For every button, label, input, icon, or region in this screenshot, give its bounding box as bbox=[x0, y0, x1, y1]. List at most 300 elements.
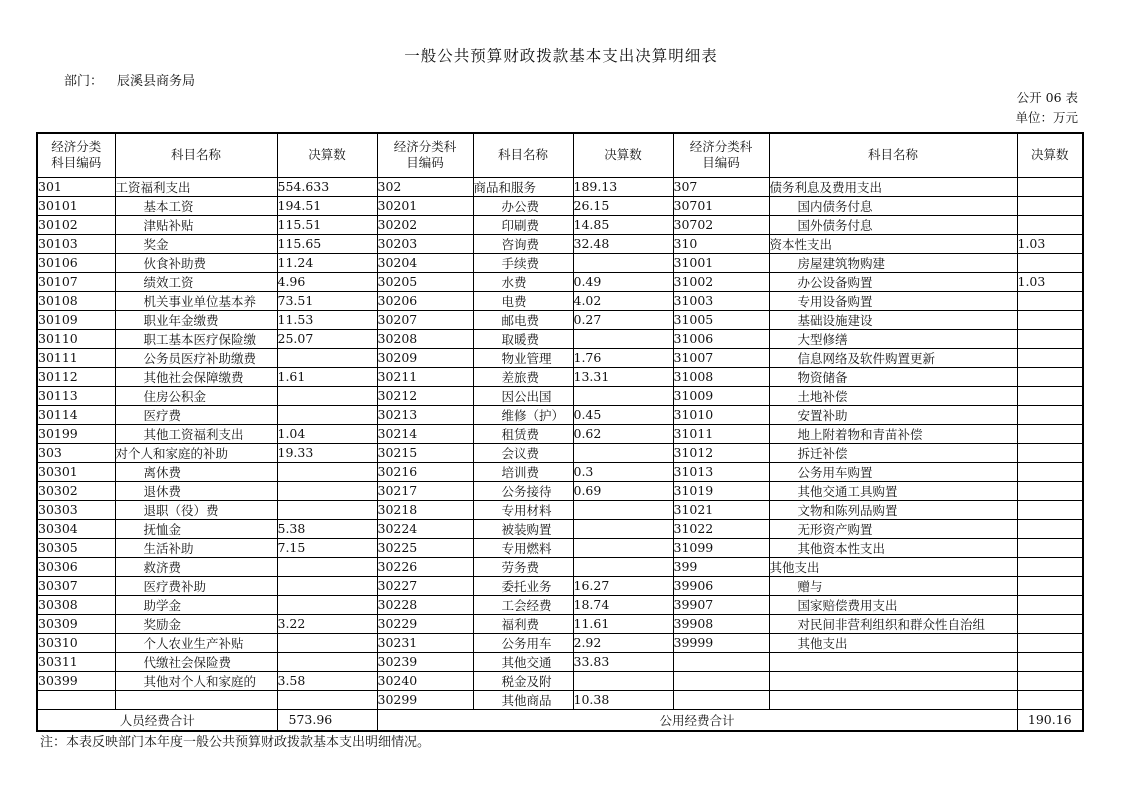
value-cell: 0.62 bbox=[573, 424, 673, 443]
budget-table bbox=[36, 132, 1084, 732]
code-cell: 31010 bbox=[673, 405, 769, 424]
value-cell: 10.38 bbox=[573, 690, 673, 709]
name-cell: 物资储备 bbox=[769, 367, 1017, 386]
name-cell: 公务用车购置 bbox=[769, 462, 1017, 481]
value-cell: 3.58 bbox=[277, 671, 377, 690]
code-cell: 30205 bbox=[377, 272, 473, 291]
table-row bbox=[37, 196, 1083, 215]
name-cell: 税金及附 bbox=[473, 671, 573, 690]
code-cell: 30111 bbox=[37, 348, 115, 367]
col-header-code-2 bbox=[377, 133, 473, 177]
code-cell: 30211 bbox=[377, 367, 473, 386]
code-cell: 30311 bbox=[37, 652, 115, 671]
name-cell: 公务员医疗补助缴费 bbox=[115, 348, 277, 367]
value-cell bbox=[1017, 500, 1083, 519]
name-cell: 赠与 bbox=[769, 576, 1017, 595]
name-cell: 拆迁补偿 bbox=[769, 443, 1017, 462]
table-row bbox=[37, 519, 1083, 538]
code-cell: 30224 bbox=[377, 519, 473, 538]
code-cell: 301 bbox=[37, 177, 115, 196]
name-cell: 奖励金 bbox=[115, 614, 277, 633]
name-cell: 助学金 bbox=[115, 595, 277, 614]
value-cell bbox=[573, 500, 673, 519]
table-row bbox=[37, 557, 1083, 576]
value-cell bbox=[1017, 196, 1083, 215]
value-cell bbox=[1017, 576, 1083, 595]
name-cell: 被装购置 bbox=[473, 519, 573, 538]
value-cell bbox=[573, 386, 673, 405]
value-cell bbox=[1017, 595, 1083, 614]
code-cell: 39907 bbox=[673, 595, 769, 614]
value-cell: 32.48 bbox=[573, 234, 673, 253]
table-footer-row bbox=[37, 709, 1083, 731]
code-cell: 30101 bbox=[37, 196, 115, 215]
value-cell bbox=[1017, 652, 1083, 671]
value-cell: 19.33 bbox=[277, 443, 377, 462]
code-cell: 30107 bbox=[37, 272, 115, 291]
col-header-name-2: 科目名称 bbox=[473, 133, 573, 177]
name-cell: 维修（护） bbox=[473, 405, 573, 424]
value-cell bbox=[1017, 310, 1083, 329]
col-header-value-3: 决算数 bbox=[1017, 133, 1083, 177]
name-cell: 因公出国 bbox=[473, 386, 573, 405]
table-row bbox=[37, 462, 1083, 481]
name-cell: 债务利息及费用支出 bbox=[769, 177, 1017, 196]
value-cell bbox=[573, 519, 673, 538]
table-row bbox=[37, 576, 1083, 595]
public-total-value: 190.16 bbox=[1017, 709, 1083, 731]
name-cell: 手续费 bbox=[473, 253, 573, 272]
code-cell: 30114 bbox=[37, 405, 115, 424]
name-cell: 差旅费 bbox=[473, 367, 573, 386]
name-cell: 抚恤金 bbox=[115, 519, 277, 538]
name-cell: 公务用车 bbox=[473, 633, 573, 652]
value-cell: 16.27 bbox=[573, 576, 673, 595]
name-cell: 医疗费 bbox=[115, 405, 277, 424]
code-cell: 307 bbox=[673, 177, 769, 196]
code-cell: 30225 bbox=[377, 538, 473, 557]
table-meta bbox=[1015, 88, 1078, 128]
value-cell: 189.13 bbox=[573, 177, 673, 196]
department-line bbox=[64, 70, 195, 89]
code-cell: 30304 bbox=[37, 519, 115, 538]
name-cell: 其他支出 bbox=[769, 557, 1017, 576]
code-cell: 30303 bbox=[37, 500, 115, 519]
code-cell: 30202 bbox=[377, 215, 473, 234]
name-cell: 专用材料 bbox=[473, 500, 573, 519]
code-cell bbox=[673, 652, 769, 671]
name-cell: 绩效工资 bbox=[115, 272, 277, 291]
header-line: 科目编码 bbox=[51, 155, 102, 171]
value-cell bbox=[573, 557, 673, 576]
value-cell: 0.69 bbox=[573, 481, 673, 500]
name-cell: 福利费 bbox=[473, 614, 573, 633]
value-cell bbox=[1017, 538, 1083, 557]
code-cell: 30240 bbox=[377, 671, 473, 690]
name-cell: 培训费 bbox=[473, 462, 573, 481]
name-cell: 医疗费补助 bbox=[115, 576, 277, 595]
name-cell: 工资福利支出 bbox=[115, 177, 277, 196]
personnel-total-value: 573.96 bbox=[277, 709, 377, 731]
value-cell: 26.15 bbox=[573, 196, 673, 215]
code-cell: 30108 bbox=[37, 291, 115, 310]
code-cell: 30305 bbox=[37, 538, 115, 557]
value-cell bbox=[277, 652, 377, 671]
value-cell: 115.51 bbox=[277, 215, 377, 234]
table-row bbox=[37, 367, 1083, 386]
code-cell: 30307 bbox=[37, 576, 115, 595]
value-cell: 0.49 bbox=[573, 272, 673, 291]
value-cell: 11.53 bbox=[277, 310, 377, 329]
name-cell: 印刷费 bbox=[473, 215, 573, 234]
table-row bbox=[37, 614, 1083, 633]
value-cell bbox=[1017, 557, 1083, 576]
code-cell: 30217 bbox=[377, 481, 473, 500]
value-cell: 1.04 bbox=[277, 424, 377, 443]
value-cell: 25.07 bbox=[277, 329, 377, 348]
table-row bbox=[37, 443, 1083, 462]
value-cell: 7.15 bbox=[277, 538, 377, 557]
code-cell: 30399 bbox=[37, 671, 115, 690]
code-cell: 31006 bbox=[673, 329, 769, 348]
value-cell: 4.02 bbox=[573, 291, 673, 310]
name-cell: 其他对个人和家庭的 bbox=[115, 671, 277, 690]
code-cell: 30204 bbox=[377, 253, 473, 272]
value-cell bbox=[573, 253, 673, 272]
code-cell: 310 bbox=[673, 234, 769, 253]
name-cell: 代缴社会保险费 bbox=[115, 652, 277, 671]
name-cell: 退职（役）费 bbox=[115, 500, 277, 519]
code-cell: 30310 bbox=[37, 633, 115, 652]
table-row bbox=[37, 481, 1083, 500]
name-cell: 国内债务付息 bbox=[769, 196, 1017, 215]
name-cell: 对个人和家庭的补助 bbox=[115, 443, 277, 462]
value-cell bbox=[277, 500, 377, 519]
name-cell: 救济费 bbox=[115, 557, 277, 576]
table-row bbox=[37, 405, 1083, 424]
code-cell: 30112 bbox=[37, 367, 115, 386]
code-cell: 39906 bbox=[673, 576, 769, 595]
code-cell: 303 bbox=[37, 443, 115, 462]
table-row bbox=[37, 272, 1083, 291]
name-cell: 其他资本性支出 bbox=[769, 538, 1017, 557]
name-cell: 咨询费 bbox=[473, 234, 573, 253]
value-cell bbox=[277, 633, 377, 652]
value-cell: 115.65 bbox=[277, 234, 377, 253]
col-header-name-1: 科目名称 bbox=[115, 133, 277, 177]
table-row bbox=[37, 329, 1083, 348]
name-cell: 大型修缮 bbox=[769, 329, 1017, 348]
name-cell: 租赁费 bbox=[473, 424, 573, 443]
value-cell: 11.24 bbox=[277, 253, 377, 272]
unit-label: 单位：万元 bbox=[1015, 110, 1078, 125]
name-cell: 电费 bbox=[473, 291, 573, 310]
value-cell bbox=[1017, 690, 1083, 709]
code-cell: 30110 bbox=[37, 329, 115, 348]
code-cell: 30113 bbox=[37, 386, 115, 405]
code-cell: 30216 bbox=[377, 462, 473, 481]
name-cell: 个人农业生产补贴 bbox=[115, 633, 277, 652]
code-cell: 30701 bbox=[673, 196, 769, 215]
department-value: 辰溪县商务局 bbox=[117, 74, 196, 89]
code-cell: 31002 bbox=[673, 272, 769, 291]
name-cell: 专用燃料 bbox=[473, 538, 573, 557]
value-cell bbox=[1017, 367, 1083, 386]
value-cell bbox=[1017, 329, 1083, 348]
code-cell: 30208 bbox=[377, 329, 473, 348]
public-total-label: 公用经费合计 bbox=[377, 709, 1017, 731]
name-cell: 其他商品 bbox=[473, 690, 573, 709]
name-cell: 其他工资福利支出 bbox=[115, 424, 277, 443]
value-cell bbox=[573, 538, 673, 557]
table-row bbox=[37, 177, 1083, 196]
value-cell: 3.22 bbox=[277, 614, 377, 633]
header-line: 经济分类 bbox=[51, 139, 102, 155]
name-cell: 职业年金缴费 bbox=[115, 310, 277, 329]
name-cell: 国外债务付息 bbox=[769, 215, 1017, 234]
code-cell: 30302 bbox=[37, 481, 115, 500]
code-cell: 30201 bbox=[377, 196, 473, 215]
table-body bbox=[37, 177, 1083, 709]
table-row bbox=[37, 310, 1083, 329]
name-cell: 水费 bbox=[473, 272, 573, 291]
code-cell: 31009 bbox=[673, 386, 769, 405]
name-cell: 基本工资 bbox=[115, 196, 277, 215]
code-cell: 31019 bbox=[673, 481, 769, 500]
code-cell: 39908 bbox=[673, 614, 769, 633]
name-cell: 住房公积金 bbox=[115, 386, 277, 405]
name-cell: 土地补偿 bbox=[769, 386, 1017, 405]
code-cell: 31011 bbox=[673, 424, 769, 443]
code-cell: 30109 bbox=[37, 310, 115, 329]
name-cell: 委托业务 bbox=[473, 576, 573, 595]
value-cell: 194.51 bbox=[277, 196, 377, 215]
code-cell: 30226 bbox=[377, 557, 473, 576]
value-cell bbox=[573, 443, 673, 462]
value-cell bbox=[1017, 481, 1083, 500]
code-cell: 30215 bbox=[377, 443, 473, 462]
code-cell: 30106 bbox=[37, 253, 115, 272]
name-cell: 物业管理 bbox=[473, 348, 573, 367]
value-cell bbox=[1017, 177, 1083, 196]
value-cell bbox=[277, 386, 377, 405]
table-row bbox=[37, 253, 1083, 272]
name-cell: 会议费 bbox=[473, 443, 573, 462]
name-cell: 房屋建筑物购建 bbox=[769, 253, 1017, 272]
name-cell: 劳务费 bbox=[473, 557, 573, 576]
code-cell: 30218 bbox=[377, 500, 473, 519]
header-line: 经济分类科 bbox=[689, 139, 753, 155]
name-cell: 其他支出 bbox=[769, 633, 1017, 652]
value-cell: 14.85 bbox=[573, 215, 673, 234]
value-cell: 0.45 bbox=[573, 405, 673, 424]
name-cell: 对民间非营利组织和群众性自治组 bbox=[769, 614, 1017, 633]
code-cell: 30214 bbox=[377, 424, 473, 443]
name-cell: 商品和服务 bbox=[473, 177, 573, 196]
value-cell bbox=[1017, 633, 1083, 652]
code-cell: 31005 bbox=[673, 310, 769, 329]
name-cell: 退休费 bbox=[115, 481, 277, 500]
col-header-code-3 bbox=[673, 133, 769, 177]
code-cell: 30199 bbox=[37, 424, 115, 443]
value-cell: 11.61 bbox=[573, 614, 673, 633]
code-cell: 30203 bbox=[377, 234, 473, 253]
name-cell: 取暖费 bbox=[473, 329, 573, 348]
value-cell bbox=[1017, 215, 1083, 234]
name-cell: 专用设备购置 bbox=[769, 291, 1017, 310]
table-row bbox=[37, 386, 1083, 405]
code-cell: 30702 bbox=[673, 215, 769, 234]
code-cell: 399 bbox=[673, 557, 769, 576]
value-cell bbox=[277, 481, 377, 500]
name-cell: 伙食补助费 bbox=[115, 253, 277, 272]
value-cell bbox=[277, 576, 377, 595]
code-cell: 30206 bbox=[377, 291, 473, 310]
value-cell bbox=[573, 671, 673, 690]
table-row bbox=[37, 348, 1083, 367]
code-cell: 30228 bbox=[377, 595, 473, 614]
value-cell bbox=[277, 348, 377, 367]
name-cell: 国家赔偿费用支出 bbox=[769, 595, 1017, 614]
header-line: 经济分类科 bbox=[393, 139, 457, 155]
name-cell: 无形资产购置 bbox=[769, 519, 1017, 538]
name-cell: 生活补助 bbox=[115, 538, 277, 557]
code-cell: 31099 bbox=[673, 538, 769, 557]
table-row bbox=[37, 500, 1083, 519]
value-cell: 5.38 bbox=[277, 519, 377, 538]
table-header-row bbox=[37, 133, 1083, 177]
department-label: 部门： bbox=[64, 74, 104, 89]
value-cell bbox=[1017, 386, 1083, 405]
page-title: 一般公共预算财政拨款基本支出决算明细表 bbox=[404, 47, 718, 65]
value-cell bbox=[1017, 424, 1083, 443]
value-cell: 1.03 bbox=[1017, 272, 1083, 291]
name-cell: 邮电费 bbox=[473, 310, 573, 329]
name-cell: 机关事业单位基本养 bbox=[115, 291, 277, 310]
table-row bbox=[37, 595, 1083, 614]
name-cell: 资本性支出 bbox=[769, 234, 1017, 253]
name-cell: 其他社会保障缴费 bbox=[115, 367, 277, 386]
value-cell: 73.51 bbox=[277, 291, 377, 310]
code-cell: 30103 bbox=[37, 234, 115, 253]
name-cell: 其他交通 bbox=[473, 652, 573, 671]
col-header-name-3: 科目名称 bbox=[769, 133, 1017, 177]
name-cell: 文物和陈列品购置 bbox=[769, 500, 1017, 519]
code-cell: 30299 bbox=[377, 690, 473, 709]
code-cell: 31021 bbox=[673, 500, 769, 519]
table-row bbox=[37, 671, 1083, 690]
col-header-value-2: 决算数 bbox=[573, 133, 673, 177]
value-cell: 18.74 bbox=[573, 595, 673, 614]
value-cell bbox=[277, 557, 377, 576]
name-cell: 离休费 bbox=[115, 462, 277, 481]
name-cell: 基础设施建设 bbox=[769, 310, 1017, 329]
value-cell bbox=[277, 595, 377, 614]
code-cell: 30213 bbox=[377, 405, 473, 424]
value-cell bbox=[1017, 519, 1083, 538]
name-cell: 地上附着物和青苗补偿 bbox=[769, 424, 1017, 443]
value-cell bbox=[277, 690, 377, 709]
code-cell: 30306 bbox=[37, 557, 115, 576]
table-row bbox=[37, 690, 1083, 709]
personnel-total-label: 人员经费合计 bbox=[37, 709, 277, 731]
value-cell bbox=[1017, 443, 1083, 462]
value-cell bbox=[1017, 348, 1083, 367]
code-cell bbox=[37, 690, 115, 709]
header-line: 目编码 bbox=[406, 155, 444, 171]
name-cell bbox=[769, 690, 1017, 709]
value-cell bbox=[277, 405, 377, 424]
code-cell: 31008 bbox=[673, 367, 769, 386]
table-row bbox=[37, 291, 1083, 310]
value-cell bbox=[277, 462, 377, 481]
table-row bbox=[37, 215, 1083, 234]
code-cell: 30301 bbox=[37, 462, 115, 481]
table-code: 公开 06 表 bbox=[1016, 90, 1078, 105]
value-cell bbox=[1017, 671, 1083, 690]
code-cell: 30309 bbox=[37, 614, 115, 633]
name-cell: 职工基本医疗保险缴 bbox=[115, 329, 277, 348]
value-cell: 1.76 bbox=[573, 348, 673, 367]
name-cell: 办公费 bbox=[473, 196, 573, 215]
value-cell bbox=[573, 329, 673, 348]
value-cell bbox=[1017, 614, 1083, 633]
code-cell: 30239 bbox=[377, 652, 473, 671]
note-text: 注：本表反映部门本年度一般公共预算财政拨款基本支出明细情况。 bbox=[40, 735, 431, 750]
name-cell: 津贴补贴 bbox=[115, 215, 277, 234]
name-cell bbox=[769, 671, 1017, 690]
value-cell: 1.03 bbox=[1017, 234, 1083, 253]
code-cell: 30231 bbox=[377, 633, 473, 652]
code-cell: 31013 bbox=[673, 462, 769, 481]
name-cell: 奖金 bbox=[115, 234, 277, 253]
code-cell: 30229 bbox=[377, 614, 473, 633]
value-cell bbox=[1017, 291, 1083, 310]
value-cell: 554.633 bbox=[277, 177, 377, 196]
table-row bbox=[37, 652, 1083, 671]
code-cell: 31012 bbox=[673, 443, 769, 462]
value-cell: 0.3 bbox=[573, 462, 673, 481]
code-cell: 302 bbox=[377, 177, 473, 196]
value-cell: 13.31 bbox=[573, 367, 673, 386]
name-cell: 其他交通工具购置 bbox=[769, 481, 1017, 500]
code-cell: 31003 bbox=[673, 291, 769, 310]
code-cell: 30102 bbox=[37, 215, 115, 234]
code-cell: 30227 bbox=[377, 576, 473, 595]
col-header-value-1: 决算数 bbox=[277, 133, 377, 177]
code-cell bbox=[673, 690, 769, 709]
code-cell: 39999 bbox=[673, 633, 769, 652]
code-cell: 31022 bbox=[673, 519, 769, 538]
table-row bbox=[37, 633, 1083, 652]
code-cell: 31007 bbox=[673, 348, 769, 367]
value-cell: 2.92 bbox=[573, 633, 673, 652]
name-cell: 工会经费 bbox=[473, 595, 573, 614]
code-cell: 31001 bbox=[673, 253, 769, 272]
value-cell bbox=[1017, 462, 1083, 481]
header-line: 目编码 bbox=[702, 155, 740, 171]
code-cell bbox=[673, 671, 769, 690]
name-cell: 办公设备购置 bbox=[769, 272, 1017, 291]
code-cell: 30207 bbox=[377, 310, 473, 329]
table-row bbox=[37, 234, 1083, 253]
name-cell bbox=[115, 690, 277, 709]
value-cell: 33.83 bbox=[573, 652, 673, 671]
col-header-code-1 bbox=[37, 133, 115, 177]
table-row bbox=[37, 538, 1083, 557]
code-cell: 30308 bbox=[37, 595, 115, 614]
name-cell: 安置补助 bbox=[769, 405, 1017, 424]
